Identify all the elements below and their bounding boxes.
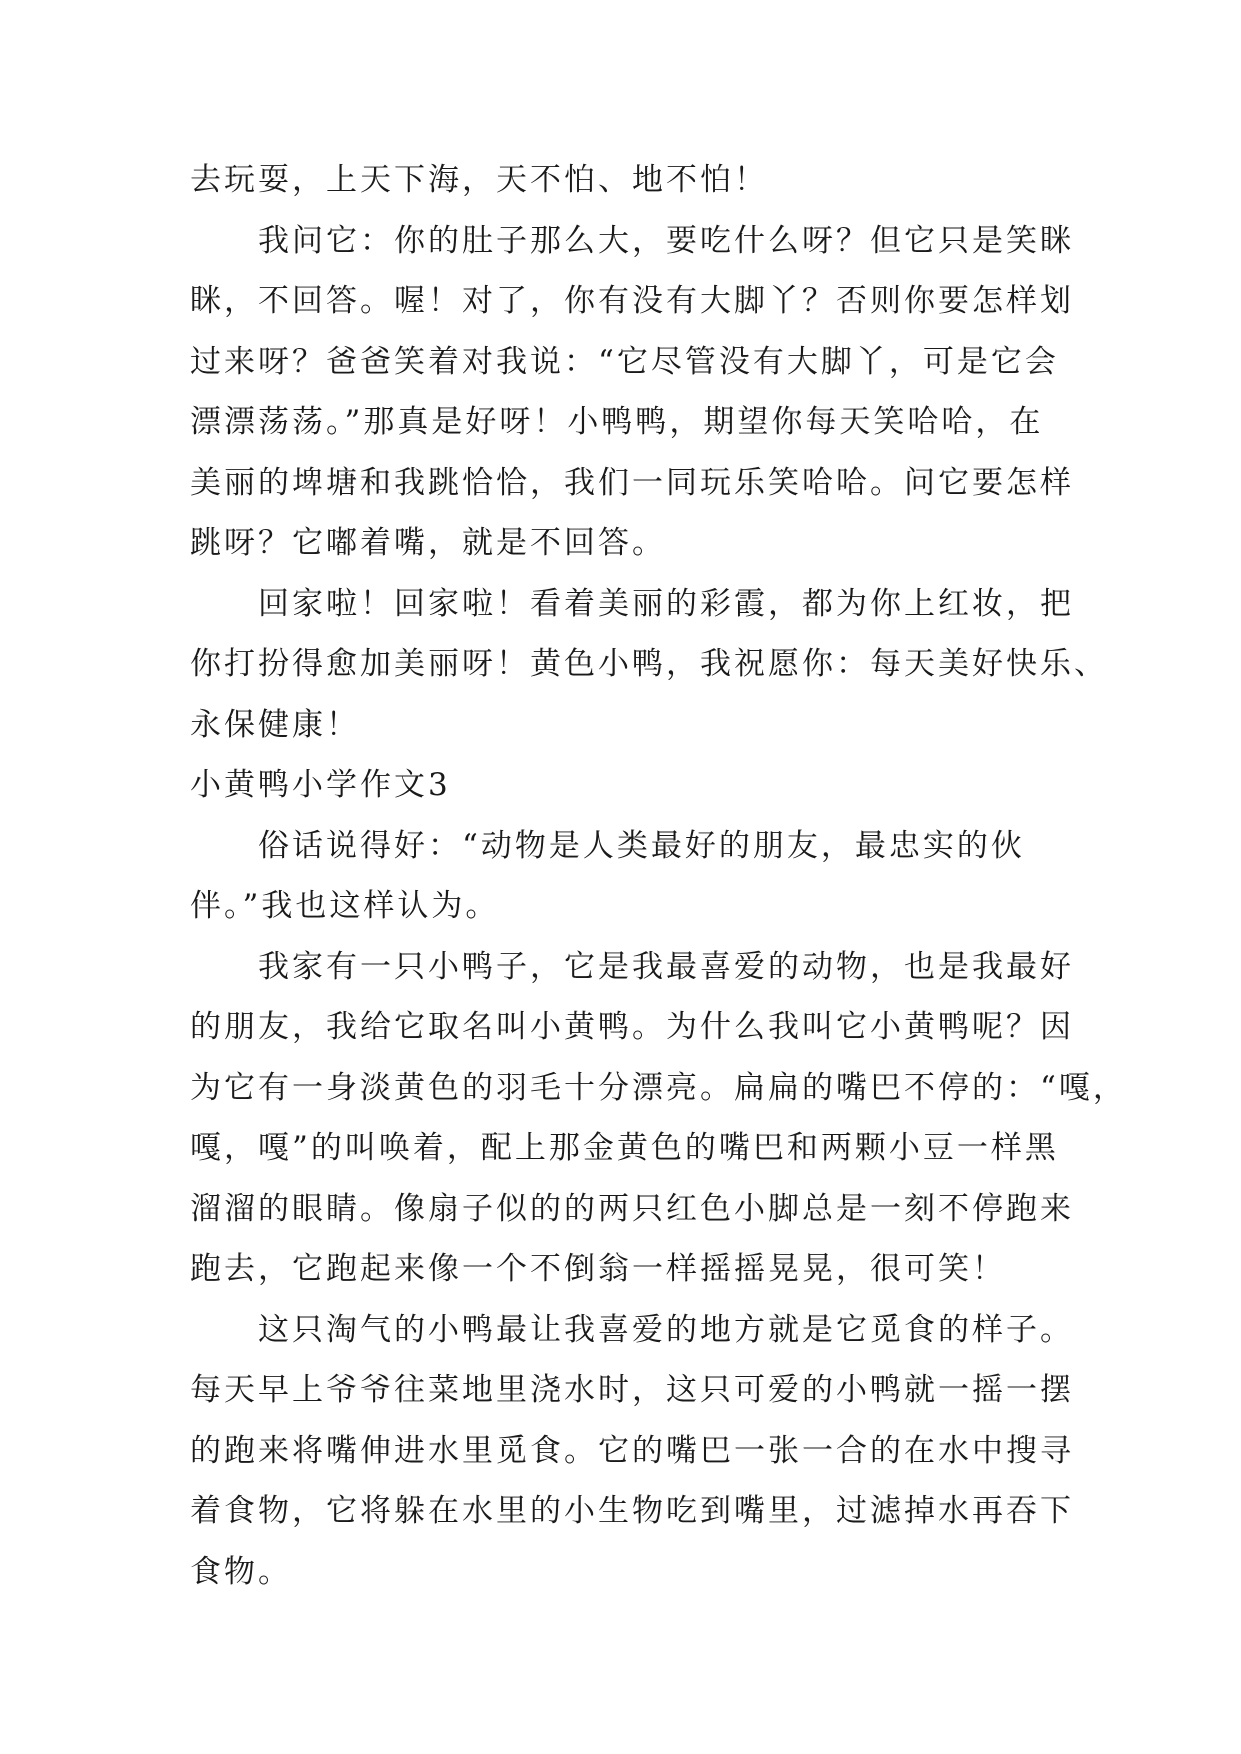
text-line: 的跑来将嘴伸进水里觅食。它的嘴巴一张一合的在水中搜寻 <box>190 1432 1074 1469</box>
text-line: 去玩耍，上天下海，天不怕、地不怕！ <box>190 162 768 198</box>
text-line: 小黄鸭小学作文3 <box>190 767 451 803</box>
text-line: 这只淘气的小鸭最让我喜爱的地方就是它觅食的样子。 <box>258 1311 1074 1348</box>
text-line: 美丽的埤塘和我跳恰恰，我们一同玩乐笑哈哈。问它要怎样 <box>190 464 1074 501</box>
text-line: 我问它：你的肚子那么大，要吃什么呀？但它只是笑眯 <box>258 222 1074 259</box>
text-line: 每天早上爷爷往菜地里浇水时，这只可爱的小鸭就一摇一摆 <box>190 1372 1074 1408</box>
text-line: 着食物，它将躲在水里的小生物吃到嘴里，过滤掉水再吞下 <box>190 1493 1074 1529</box>
text-line: 的朋友，我给它取名叫小黄鸭。为什么我叫它小黄鸭呢？因 <box>190 1009 1074 1045</box>
text-line: 嘎，嘎”的叫唤着，配上那金黄色的嘴巴和两颗小豆一样黑 <box>190 1130 1059 1166</box>
text-line: 过来呀？爸爸笑着对我说：“它尽管没有大脚丫，可是它会 <box>190 343 1059 380</box>
document-body <box>190 150 1127 1602</box>
text-line: 食物。 <box>190 1553 292 1590</box>
text-line: 回家啦！回家啦！看着美丽的彩霞，都为你上红妆，把 <box>258 585 1074 622</box>
text-line: 跳呀？它嘟着嘴，就是不回答。 <box>190 525 666 561</box>
text-line: 跑去，它跑起来像一个不倒翁一样摇摇晃晃，很可笑！ <box>190 1251 1006 1287</box>
text-line: 永保健康！ <box>190 706 360 743</box>
text-line: 漂漂荡荡。”那真是好呀！小鸭鸭，期望你每天笑哈哈，在 <box>190 404 1044 440</box>
text-line: 俗话说得好：“动物是人类最好的朋友，最忠实的伙 <box>258 827 1025 864</box>
text-line: 伴。”我也这样认为。 <box>190 888 500 924</box>
text-line: 你打扮得愈加美丽呀！黄色小鸭，我祝愿你：每天美好快乐、 <box>190 646 1108 682</box>
text-line: 眯，不回答。喔！对了，你有没有大脚丫？否则你要怎样划 <box>190 283 1074 319</box>
text-line: 为它有一身淡黄色的羽毛十分漂亮。扁扁的嘴巴不停的：“嘎， <box>190 1069 1127 1106</box>
text-line: 溜溜的眼睛。像扇子似的的两只红色小脚总是一刻不停跑来 <box>190 1190 1074 1227</box>
text-line: 我家有一只小鸭子，它是我最喜爱的动物，也是我最好 <box>258 948 1074 985</box>
